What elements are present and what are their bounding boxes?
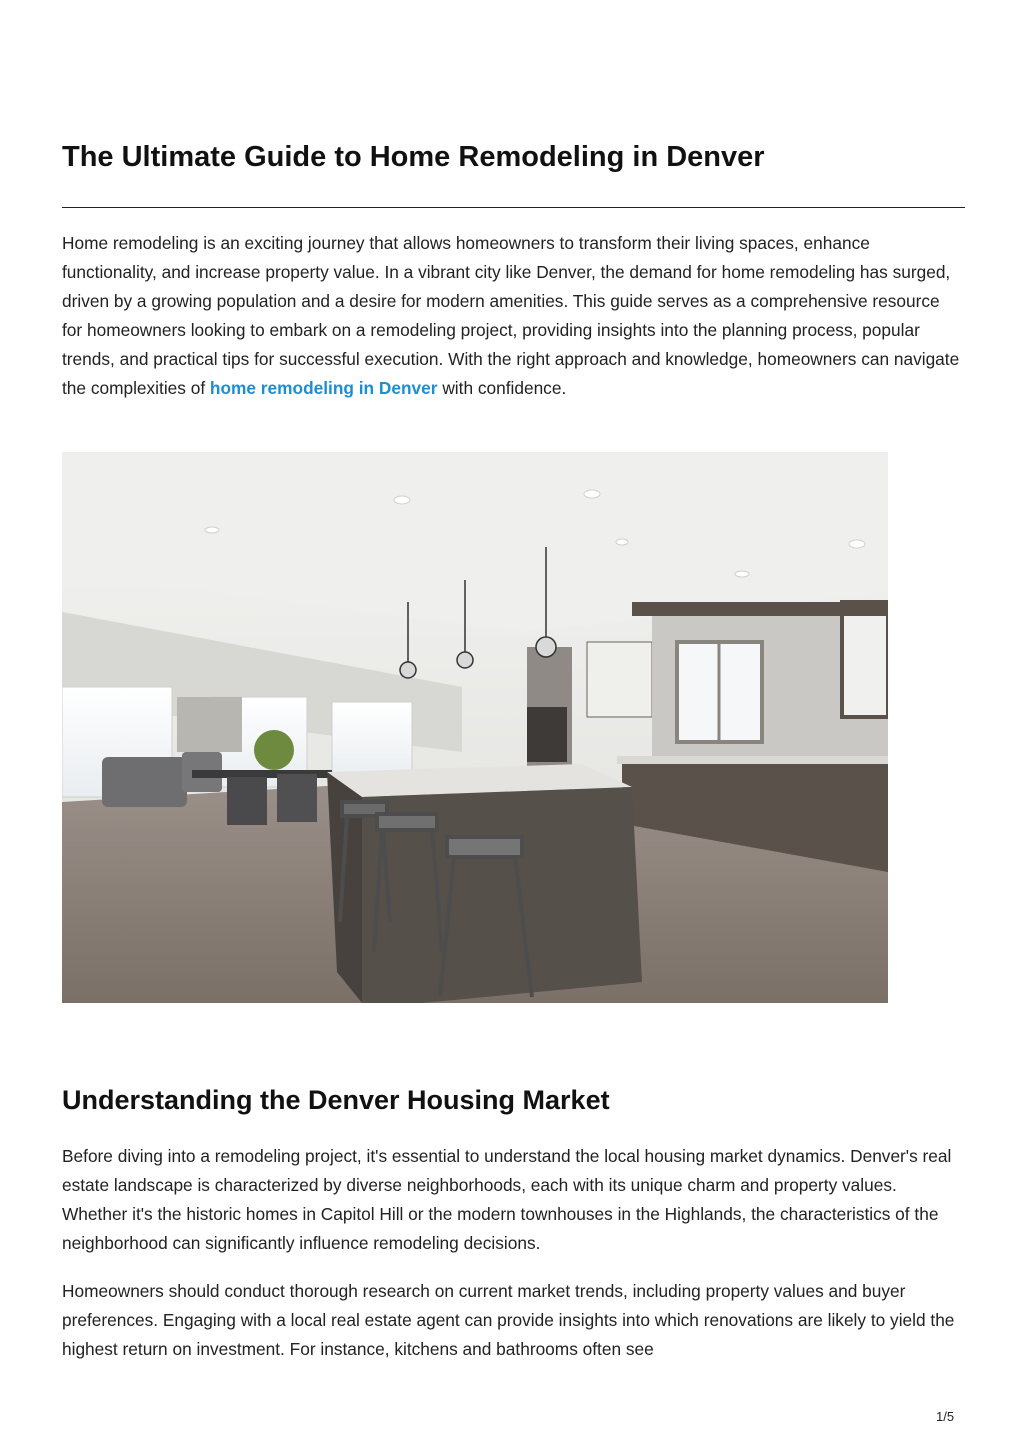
oven-stack (527, 707, 567, 762)
kitchen-photo (62, 452, 888, 1003)
title-divider (62, 207, 965, 208)
range-hood-soffit (632, 602, 888, 616)
upper-cabinet-white (587, 642, 652, 717)
back-countertop (617, 756, 888, 764)
wall-art (177, 697, 242, 752)
section-heading: Understanding the Denver Housing Market (62, 1085, 610, 1115)
intro-text-end: with confidence. (437, 378, 567, 398)
section-paragraph: Before diving into a remodeling project, it's essential to understand the local housing market dynamics. Denver's real estate landscape is characterized by diverse neighborhoods, each with its unique charm and property values. Whether it's the historic homes in Capitol Hill or the modern townhouses in the Highlands, the characteristics of the neighborhood can significantly influence remodeling decisions. (62, 1146, 952, 1253)
page-number: 1/5 (936, 1409, 955, 1424)
sofa (102, 757, 187, 807)
plant (254, 730, 294, 770)
home-remodeling-link[interactable]: home remodeling in Denver (209, 378, 438, 398)
page-title: The Ultimate Guide to Home Remodeling in Denver (62, 141, 765, 173)
intro-paragraph (62, 229, 962, 403)
dining-chair-2 (277, 774, 317, 822)
intro-text: Home remodeling is an exciting journey that allows homeowners to transform their living spaces, enhance functionality, and increase property value. In a vibrant city like Denver, the demand for home remodeling has surged, driven by a growing population and a desire for modern amenities. This guide serves as a comprehensive resource for homeowners looking to embark on a remodeling project, providing insights into the planning process, popular trends, and practical tips for successful execution. With the right approach and knowledge, homeowners can navigate the complexities of (62, 233, 960, 398)
dining-chair-1 (227, 777, 267, 825)
upper-cabinet-right (842, 602, 888, 717)
section-paragraph: Homeowners should conduct thorough research on current market trends, including property values and buyer preferences. Engaging with a local real estate agent can provide insights into which renovations are likely to yield the highest return on investment. For instance, kitchens and bathrooms often see (62, 1281, 955, 1359)
